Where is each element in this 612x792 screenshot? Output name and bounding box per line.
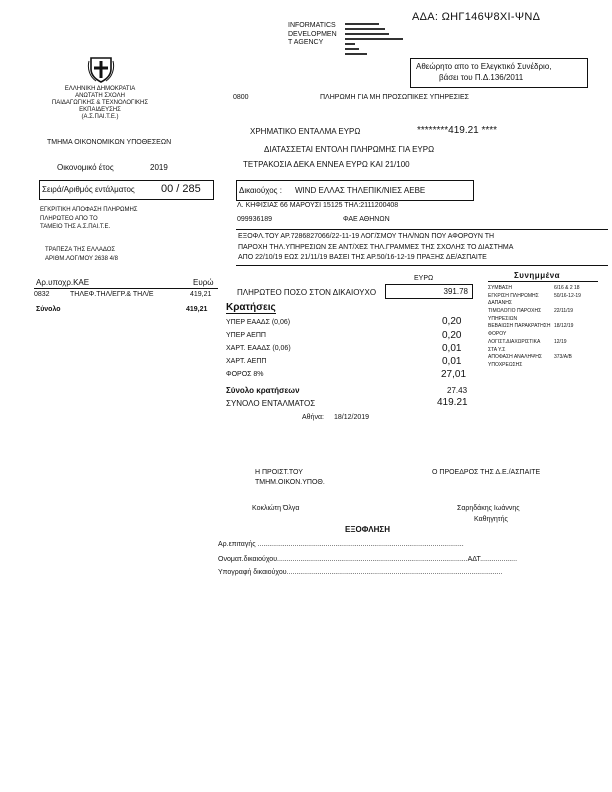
bank-block [45,246,118,263]
payable-box [385,284,473,299]
payable-value: 391.78 [443,287,468,296]
approval-line-1: ΕΓΚΡΙΤΙΚΗ ΑΠΟΦΑΣΗ ΠΛΗΡΩΜΗΣ [40,207,138,213]
doc-code: 0800 [233,94,249,101]
attachment-value: 12/19 [554,338,567,345]
grand-total-label: ΣΥΝΟΛΟ ΕΝΤΑΛΜΑΤΟΣ [226,399,316,408]
attachment-row [488,362,603,370]
description-line-1: ΕΞΟΦΛ.ΤΟΥ ΑΡ.7286827066/22-11-19 ΛΟΓ/ΣΜΟΥ ΤΗΛ/ΝΩΝ ΠΟΥ ΑΦΟΡΟΥΝ ΤΗ [238,233,495,240]
sig-right-title: Ο ΠΡΟΕΔΡΟΣ ΤΗΣ Δ.Ε./ΑΣΠΑΙΤΕ [432,469,541,476]
deduction-label-0: ΥΠΕΡ ΕΑΑΔΣ (0,06) [226,319,291,326]
fiscal-year-label: Οικονομικό έτος [57,163,114,172]
attachment-label: ΥΠΗΡΕΣΙΩΝ [488,315,518,322]
deduction-value-2: 0,01 [442,343,462,354]
attachment-label: ΥΠΟΧΡΕΩΣΗΣ [488,361,523,368]
description-line-2: ΠΑΡΟΧΗ ΤΗΛ.ΥΠΗΡΕΣΙΩΝ ΣΕ ΑΝΤ/ΧΕΣ ΤΗΛ.ΓΡΑΜΜΕΣ ΤΗΣ ΣΧΟΛΗΣ ΤΟ ΔΙΑΣΤΗΜΑ [238,243,514,251]
kae-header-code: Αρ.υποχρ.ΚΑΕ [36,278,90,287]
issuer-line-3: ΠΑΙΔΑΓΩΓΙΚΗΣ & ΤΕΧΝΟΛΟΓΙΚΗΣ [51,100,149,106]
agency-line-2: DEVELOPMEN [288,30,337,38]
sig-left-title-1: Η ΠΡΟΙΣΤ.ΤΟΥ [255,469,303,476]
payment-heading: ΠΛΗΡΩΜΗ ΓΙΑ ΜΗ ΠΡΟΣΩΠΙΚΕΣ ΥΠΗΡΕΣΙΕΣ [320,94,469,101]
bank-line-1: ΤΡΑΠΕΖΑ ΤΗΣ ΕΛΛΑΔΟΣ [45,247,116,253]
digital-signature-stamp [345,22,405,56]
attachment-value: 6/16 & 2 18 [554,285,580,291]
receipt-name-line: Ονοματ.δικαιούχου..................................................................................................ΑΔΤ................... [218,556,518,563]
department: ΤΜΗΜΑ ΟΙΚΟΝΟΜΙΚΩΝ ΥΠΟΘΕΣΕΩΝ [47,139,172,146]
attachments-list [488,285,603,370]
description-block [238,232,513,264]
attachment-value: 50/16-12-19 [554,292,581,299]
attachment-value: 373/Α/Β [554,354,572,361]
approval-line-3: ΤΑΜΕΙΟ ΤΗΣ Α.Σ.ΠΑΙ.Τ.Ε. [40,224,111,230]
attachment-row [488,285,603,293]
deductions-title [226,302,276,313]
grand-total-value: 419.21 [437,397,468,408]
issuer-line-4: ΕΚΠΑΙΔΕΥΣΗΣ [79,107,121,113]
receipt-check-line: Αρ.επιταγής .......................................................................................................... [218,541,464,548]
description-line-3: ΑΠΟ 22/10/19 ΕΩΣ 21/11/19 ΒΑΣΕΙ ΤΗΣ ΑΡ.50/16-12-19 ΠΡΑΞΗΣ ΔΕ/ΑΣΠΑΙΤΕ [238,254,487,261]
sig-left-name: Κοκλιώτη Όλγα [252,505,300,512]
date-label: Αθήνα: [302,414,324,421]
amount-stars: ********419.21 **** [417,125,498,136]
agency-line-3: T AGENCY [288,39,324,46]
stamp-line-2: βάσει του Π.Δ.136/2011 [439,73,524,82]
attachment-label: ΤΙΜΟΛΟΓΙΟ ΠΑΡΟΧΗΣ [488,308,542,315]
series-value: 00 / 285 [161,183,201,195]
approval-line-2: ΠΛΗΡΩΤΕΟ ΑΠΟ ΤΟ [40,215,98,222]
attachment-label: ΛΟΓΙΣΤ.ΔΙΑΧΩΡΙΣΤΙΚΑ [488,338,541,345]
order-title: ΧΡΗΜΑΤΙΚΟ ΕΝΤΑΛΜΑ ΕΥΡΩ [250,127,361,136]
attachment-label: ΣΥΜΒΑΣΗ [488,285,512,291]
attachment-row [488,347,603,355]
attachment-row [488,323,603,331]
deduction-label-3: ΧΑΡΤ. ΑΕΠΠ [226,358,267,365]
sig-right-name: Σαρηδάκης Ιωάννης [457,505,520,512]
beneficiary-afm: 099936189 [237,216,273,223]
deductions-total-label: Σύνολο κρατήσεων [226,386,300,395]
series-box [39,180,214,200]
attachment-row [488,293,603,301]
attachments-rule [488,281,598,282]
description-bottom-rule [236,265,608,266]
deductions-title-underline [226,313,276,314]
approval-block [40,206,138,232]
kae-total-label: Σύνολο [36,306,61,313]
agency-name [288,22,337,48]
deduction-value-0: 0,20 [442,316,462,327]
deductions-total-value: 27.43 [447,386,468,395]
kae-total-amount: 419,21 [186,306,208,313]
attachment-row [488,354,603,362]
deduction-label-1: ΥΠΕΡ ΑΕΠΠ [226,332,266,339]
deduction-label-4: ΦΟΡΟΣ 8% [226,371,264,378]
euro-label: ΕΥΡΩ [414,275,434,282]
beneficiary-name: WIND ΕΛΛΑΣ ΤΗΛΕΠΙΚ/ΝΙΕΣ ΑΕΒΕ [295,186,426,195]
issuer-block [40,86,160,121]
order-instruction: ΔΙΑΤΑΣΣΕΤΑΙ ΕΝΤΟΛΗ ΠΛΗΡΩΜΗΣ ΓΙΑ ΕΥΡΩ [264,145,435,154]
beneficiary-label: Δικαιούχος : [239,186,282,195]
receipt-title: ΕΞΟΦΛΗΣΗ [345,525,390,534]
receipt-signature-line: Υπογραφή δικαιούχου............................................................................................................... [218,569,503,576]
kae-amount: 419,21 [190,291,212,298]
attachment-row [488,308,603,316]
beneficiary-doy: ΦΑΕ ΑΘΗΝΩΝ [343,216,390,223]
attachment-label: ΔΑΠΑΝΗΣ [488,300,512,307]
attachment-value: 18/12/19 [554,323,574,330]
attachments-title: Συνημμένα [514,271,561,280]
series-label: Σειρά/Αριθμός εντάλματος [42,185,135,194]
issuer-line-1: ΕΛΛΗΝΙΚΗ ΔΗΜΟΚΡΑΤΙΑ [64,86,136,92]
deduction-value-3: 0,01 [442,356,462,367]
deduction-value-4: 27,01 [441,369,467,380]
deduction-label-2: ΧΑΡΤ. ΕΑΑΔΣ (0,06) [226,345,291,352]
attachment-row [488,339,603,347]
fiscal-year-value: 2019 [150,163,168,172]
kae-header-rule [34,288,218,289]
agency-line-1: INFORMATICS [288,22,336,29]
attachment-row [488,331,603,339]
sig-left-title-2: ΤΜΗΜ.ΟΙΚΟΝ.ΥΠΟΘ. [255,479,325,486]
description-top-rule [236,229,608,230]
date-value: 18/12/2019 [334,414,370,421]
stamp-line-1: Αθεώρητο απο το Ελεγκτικό Συνέδριο, [416,62,552,71]
attachment-label: ΕΓΚΡΙΣΗ ΠΛΗΡΩΜΗΣ [488,292,539,299]
kae-code: 0832 [34,291,50,298]
ada-code: ΑΔΑ: ΩΗΓ146Ψ8ΧΙ-ΨΝΔ [412,11,541,23]
kae-header-amount: Ευρώ [193,278,214,287]
attachment-label: ΣΤΑ Υ.Σ [488,346,506,353]
issuer-line-2: ΑΝΩΤΑΤΗ ΣΧΟΛΗ [75,93,125,99]
deductions-title-text: Κρατήσεις [226,302,276,313]
amount-words: ΤΕΤΡΑΚΟΣΙΑ ΔΕΚΑ ΕΝΝΕΑ ΕΥΡΩ ΚΑΙ 21/100 [243,160,410,169]
attachment-row [488,316,603,324]
sig-right-role: Καθηγητής [474,516,508,523]
attachment-value: 22/11/19 [554,308,574,315]
unaudited-stamp [410,58,588,88]
attachment-label: ΦΟΡΟΥ [488,331,507,338]
beneficiary-box [236,180,474,201]
beneficiary-address: Λ. ΚΗΦΙΣΙΑΣ 66 ΜΑΡΟΥΣΙ 15125 ΤΗΛ:2111200408 [237,202,399,209]
issuer-line-5: (Α.Σ.ΠΑΙ.Τ.Ε.) [81,114,119,120]
deduction-value-1: 0,20 [442,330,462,341]
greek-coat-of-arms-icon [87,55,115,83]
bank-line-2: ΑΡΙΘΜ.ΛΟΓ/ΜΟΥ 2638 4/8 [45,255,118,262]
payable-label: ΠΛΗΡΩΤΕΟ ΠΟΣΟ ΣΤΟΝ ΔΙΚΑΙΟΥΧΟ [237,288,377,297]
attachment-label: ΑΠΟΦΑΣΗ ΑΝΑΛΗΨΗΣ [488,354,542,361]
attachment-row [488,300,603,308]
kae-desc: ΤΗΛΕΦ.ΤΗΛ/ΕΓΡ.& ΤΗΛ/Ε [70,291,154,298]
attachment-label: ΒΕΒΑΙΩΣΗ ΠΑΡΑΚΡΑΤΗΣΗ [488,323,551,330]
